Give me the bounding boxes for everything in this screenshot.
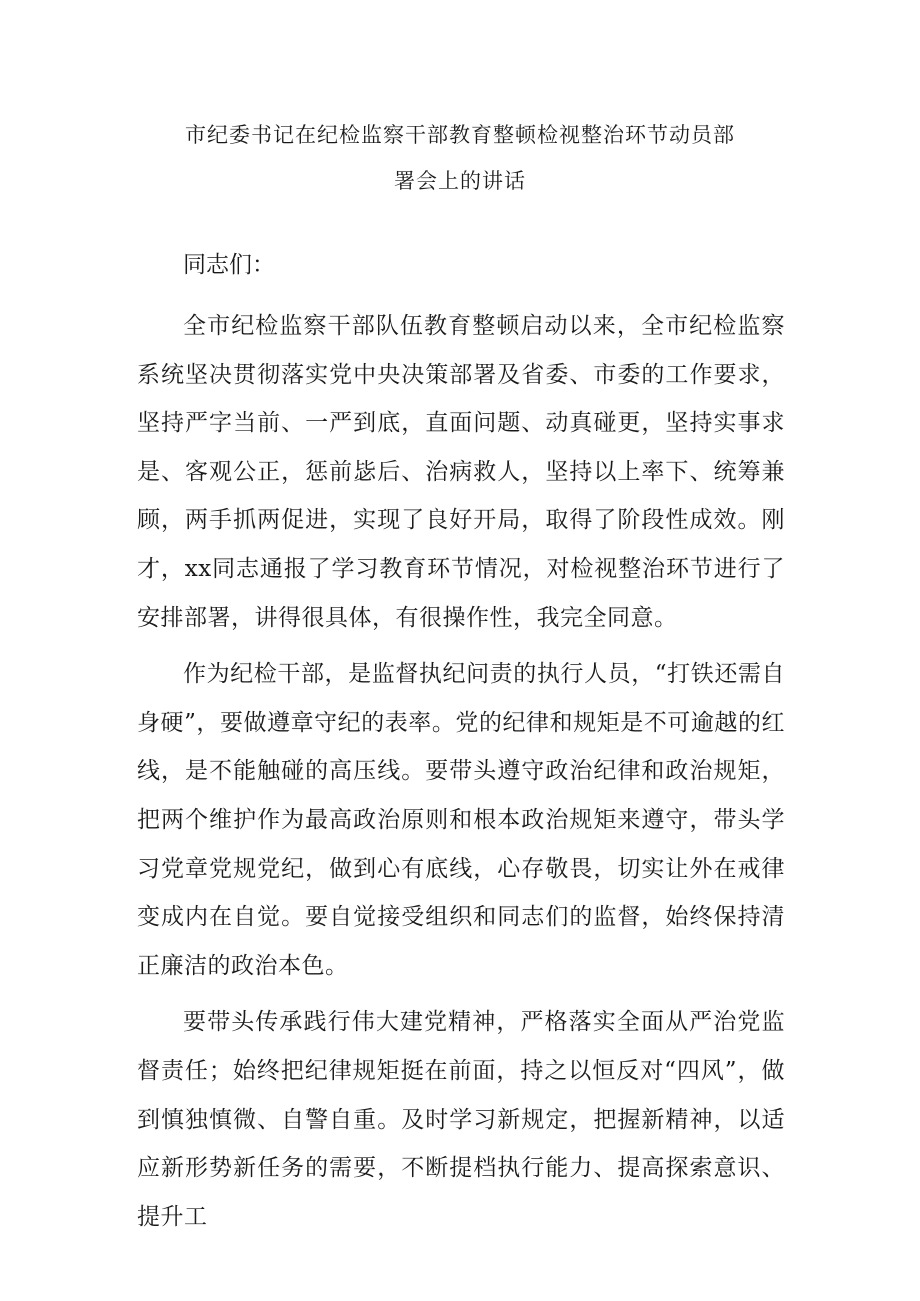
document-title (0, 112, 920, 204)
salutation: 同志们： (183, 252, 275, 278)
paragraph-3: 要带头传承践行伟大建党精神，严格落实全面从严治党监督责任；始终把纪律规矩挺在前面，持之以恒反对“四风”，做到慎独慎微、自警自重。及时学习新规定，把握新精神，以适应新形势新任务的需要，不断提档执行能力、提高探索意识、提升工 (137, 1009, 785, 1230)
paragraph-1: 全市纪检监察干部队伍教育整顿启动以来，全市纪检监察系统坚决贯彻落实党中央决策部署及省委、市委的工作要求，坚持严字当前、一严到底，直面问题、动真碰更，坚持实事求是、客观公正，惩前毖后、治病救人，坚持以上率下、统筹兼顾，两手抓两促进，实现了良好开局，取得了阶段性成效。刚才，xx同志通报了学习教育环节情况，对检视整治环节进行了安排部署，讲得很具体，有很操作性，我完全同意。 (137, 313, 785, 631)
document-body (137, 248, 785, 1249)
paragraph-2: 作为纪检干部，是监督执纪问责的执行人员，“打铁还需自身硬”，要做遵章守纪的表率。党的纪律和规矩是不可逾越的红线，是不能触碰的高压线。要带头遵守政治纪律和政治规矩，把两个维护作为最高政治原则和根本政治规矩来遵守，带头学习党章党规党纪，做到心有底线，心存敬畏，切实让外在戒律变成内在自觉。要自觉接受组织和同志们的监督，始终保持清正廉洁的政治本色。 (137, 661, 785, 979)
title-line-1: 市纪委书记在纪检监察干部教育整顿检视整治环节动员部 (185, 123, 735, 147)
title-line-2: 署会上的讲话 (394, 169, 526, 193)
